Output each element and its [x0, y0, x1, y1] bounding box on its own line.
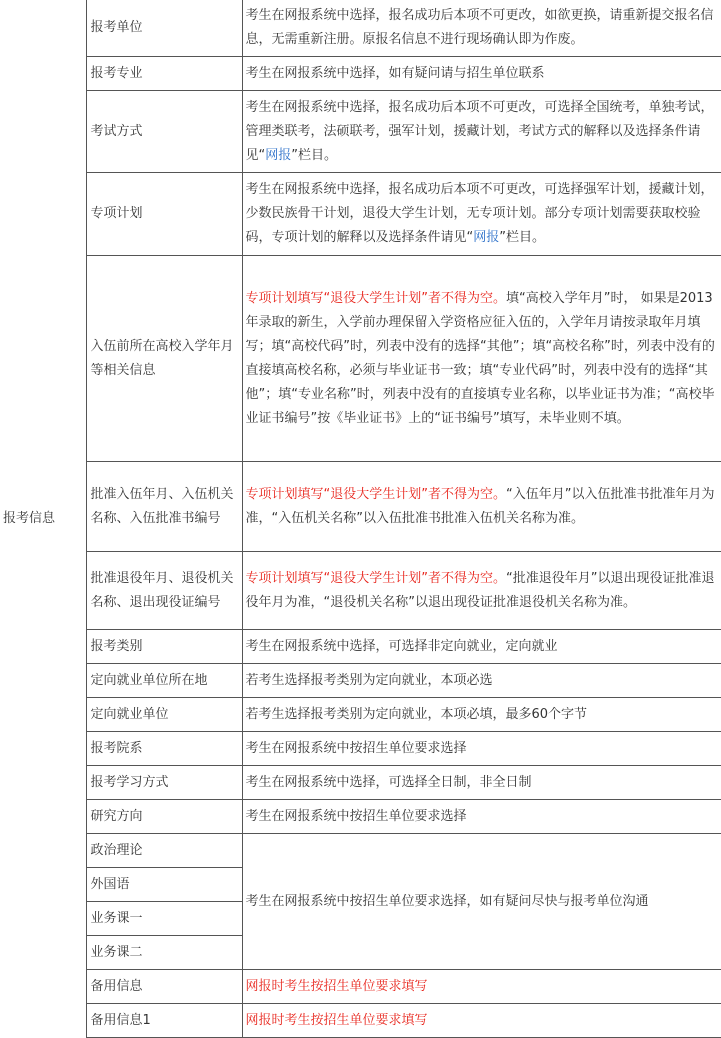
subject-label: 政治理论	[86, 834, 242, 868]
row-desc: 若考生选择报考类别为定向就业，本项必填，最多60个字节	[242, 698, 721, 732]
row-label: 定向就业单位所在地	[86, 664, 242, 698]
table-row	[0, 766, 721, 800]
required-note: 专项计划填写“退役大学生计划”者不得为空。	[245, 486, 506, 502]
row-desc	[242, 91, 721, 173]
required-note: 专项计划填写“退役大学生计划”者不得为空。	[245, 290, 506, 306]
subject-label: 外国语	[86, 868, 242, 902]
row-desc	[242, 552, 721, 630]
row-desc: 网报时考生按招生单位要求填写	[242, 970, 721, 1004]
table-row	[0, 462, 721, 552]
subjects-desc: 考生在网报系统中按招生单位要求选择，如有疑问尽快与报考单位沟通	[242, 834, 721, 970]
row-desc: 考生在网报系统中按招生单位要求选择	[242, 800, 721, 834]
row-desc	[242, 173, 721, 256]
row-label: 报考院系	[86, 732, 242, 766]
table-row	[0, 173, 721, 256]
row-label: 备用信息	[86, 970, 242, 1004]
wangbao-link[interactable]: 网报	[473, 230, 500, 245]
row-desc: 若考生选择报考类别为定向就业，本项必选	[242, 664, 721, 698]
desc-text: 填“高校入学年月”时， 如果是2013年录取的新生，入学前办理保留入学资格应征入伍的，入学年月请按录取年月填写；填“高校代码”时，列表中没有的选择“其他”；填“高校名称”时，列表中没有的直接填高校名称，必须与毕业证书一致；填“专业代码”时，列表中没有的选择“其他”；填“专业名称”时，列表中没有的直接填专业名称，以毕业证书为准；“高校毕业证书编号”按《毕业证书》上的“证书编号”填写，未毕业则不填。	[245, 290, 715, 426]
table-row	[0, 256, 721, 462]
desc-text: “批准退役年月”以退出现役证批准退役年月为准，“退役机关名称”以退出现役证批准退役机关名称为准。	[245, 570, 715, 610]
desc-text: ”栏目。	[291, 147, 338, 163]
row-desc: 考生在网报系统中按招生单位要求选择	[242, 732, 721, 766]
table-row	[0, 0, 721, 57]
table-row	[0, 698, 721, 732]
wangbao-link[interactable]: 网报	[265, 147, 292, 163]
row-label: 备用信息1	[86, 1004, 242, 1038]
row-label: 入伍前所在高校入学年月等相关信息	[86, 256, 242, 462]
row-desc: 考生在网报系统中选择，如有疑问请与招生单位联系	[242, 57, 721, 91]
row-desc	[242, 462, 721, 552]
row-label: 考试方式	[86, 91, 242, 173]
table-row	[0, 970, 721, 1004]
table-row	[0, 834, 721, 868]
table-row	[0, 732, 721, 766]
row-label: 批准退役年月、退役机关名称、退出现役证编号	[86, 552, 242, 630]
table-row	[0, 552, 721, 630]
table-row	[0, 800, 721, 834]
row-label: 批准入伍年月、入伍机关名称、入伍批准书编号	[86, 462, 242, 552]
row-desc: 考生在网报系统中选择，报名成功后本项不可更改，如欲更换，请重新提交报名信息，无需重新注册。原报名信息不进行现场确认即为作废。	[242, 0, 721, 57]
row-label: 报考单位	[86, 0, 242, 57]
row-label: 专项计划	[86, 173, 242, 256]
desc-text: “入伍年月”以入伍批准书批准年月为准，“入伍机关名称”以入伍批准书批准入伍机关名称为准。	[245, 486, 715, 526]
desc-text: ”栏目。	[499, 230, 546, 245]
table-row	[0, 57, 721, 91]
desc-text: 考生在网报系统中选择，报名成功后本项不可更改，可选择全国统考，单独考试，管理类联考，法硕联考，强军计划，援藏计划，考试方式的解释以及选择条件请见“	[245, 99, 714, 163]
desc-text: 考生在网报系统中选择，报名成功后本项不可更改，可选择强军计划，援藏计划，少数民族骨干计划，退役大学生计划，无专项计划。部分专项计划需要获取校验码，专项计划的解释以及选择条件请见“	[245, 182, 714, 245]
required-note: 专项计划填写“退役大学生计划”者不得为空。	[245, 570, 506, 586]
subject-label: 业务课二	[86, 936, 242, 970]
row-desc: 考生在网报系统中选择，可选择全日制，非全日制	[242, 766, 721, 800]
row-desc: 考生在网报系统中选择，可选择非定向就业，定向就业	[242, 630, 721, 664]
category-cell: 报考信息	[0, 0, 86, 1038]
row-label: 报考专业	[86, 57, 242, 91]
table-row	[0, 91, 721, 173]
subject-label: 业务课一	[86, 902, 242, 936]
table-row	[0, 630, 721, 664]
table-row	[0, 664, 721, 698]
row-label: 研究方向	[86, 800, 242, 834]
row-desc: 网报时考生按招生单位要求填写	[242, 1004, 721, 1038]
row-label: 报考学习方式	[86, 766, 242, 800]
row-label: 定向就业单位	[86, 698, 242, 732]
row-label: 报考类别	[86, 630, 242, 664]
table-row	[0, 1004, 721, 1038]
row-desc	[242, 256, 721, 462]
